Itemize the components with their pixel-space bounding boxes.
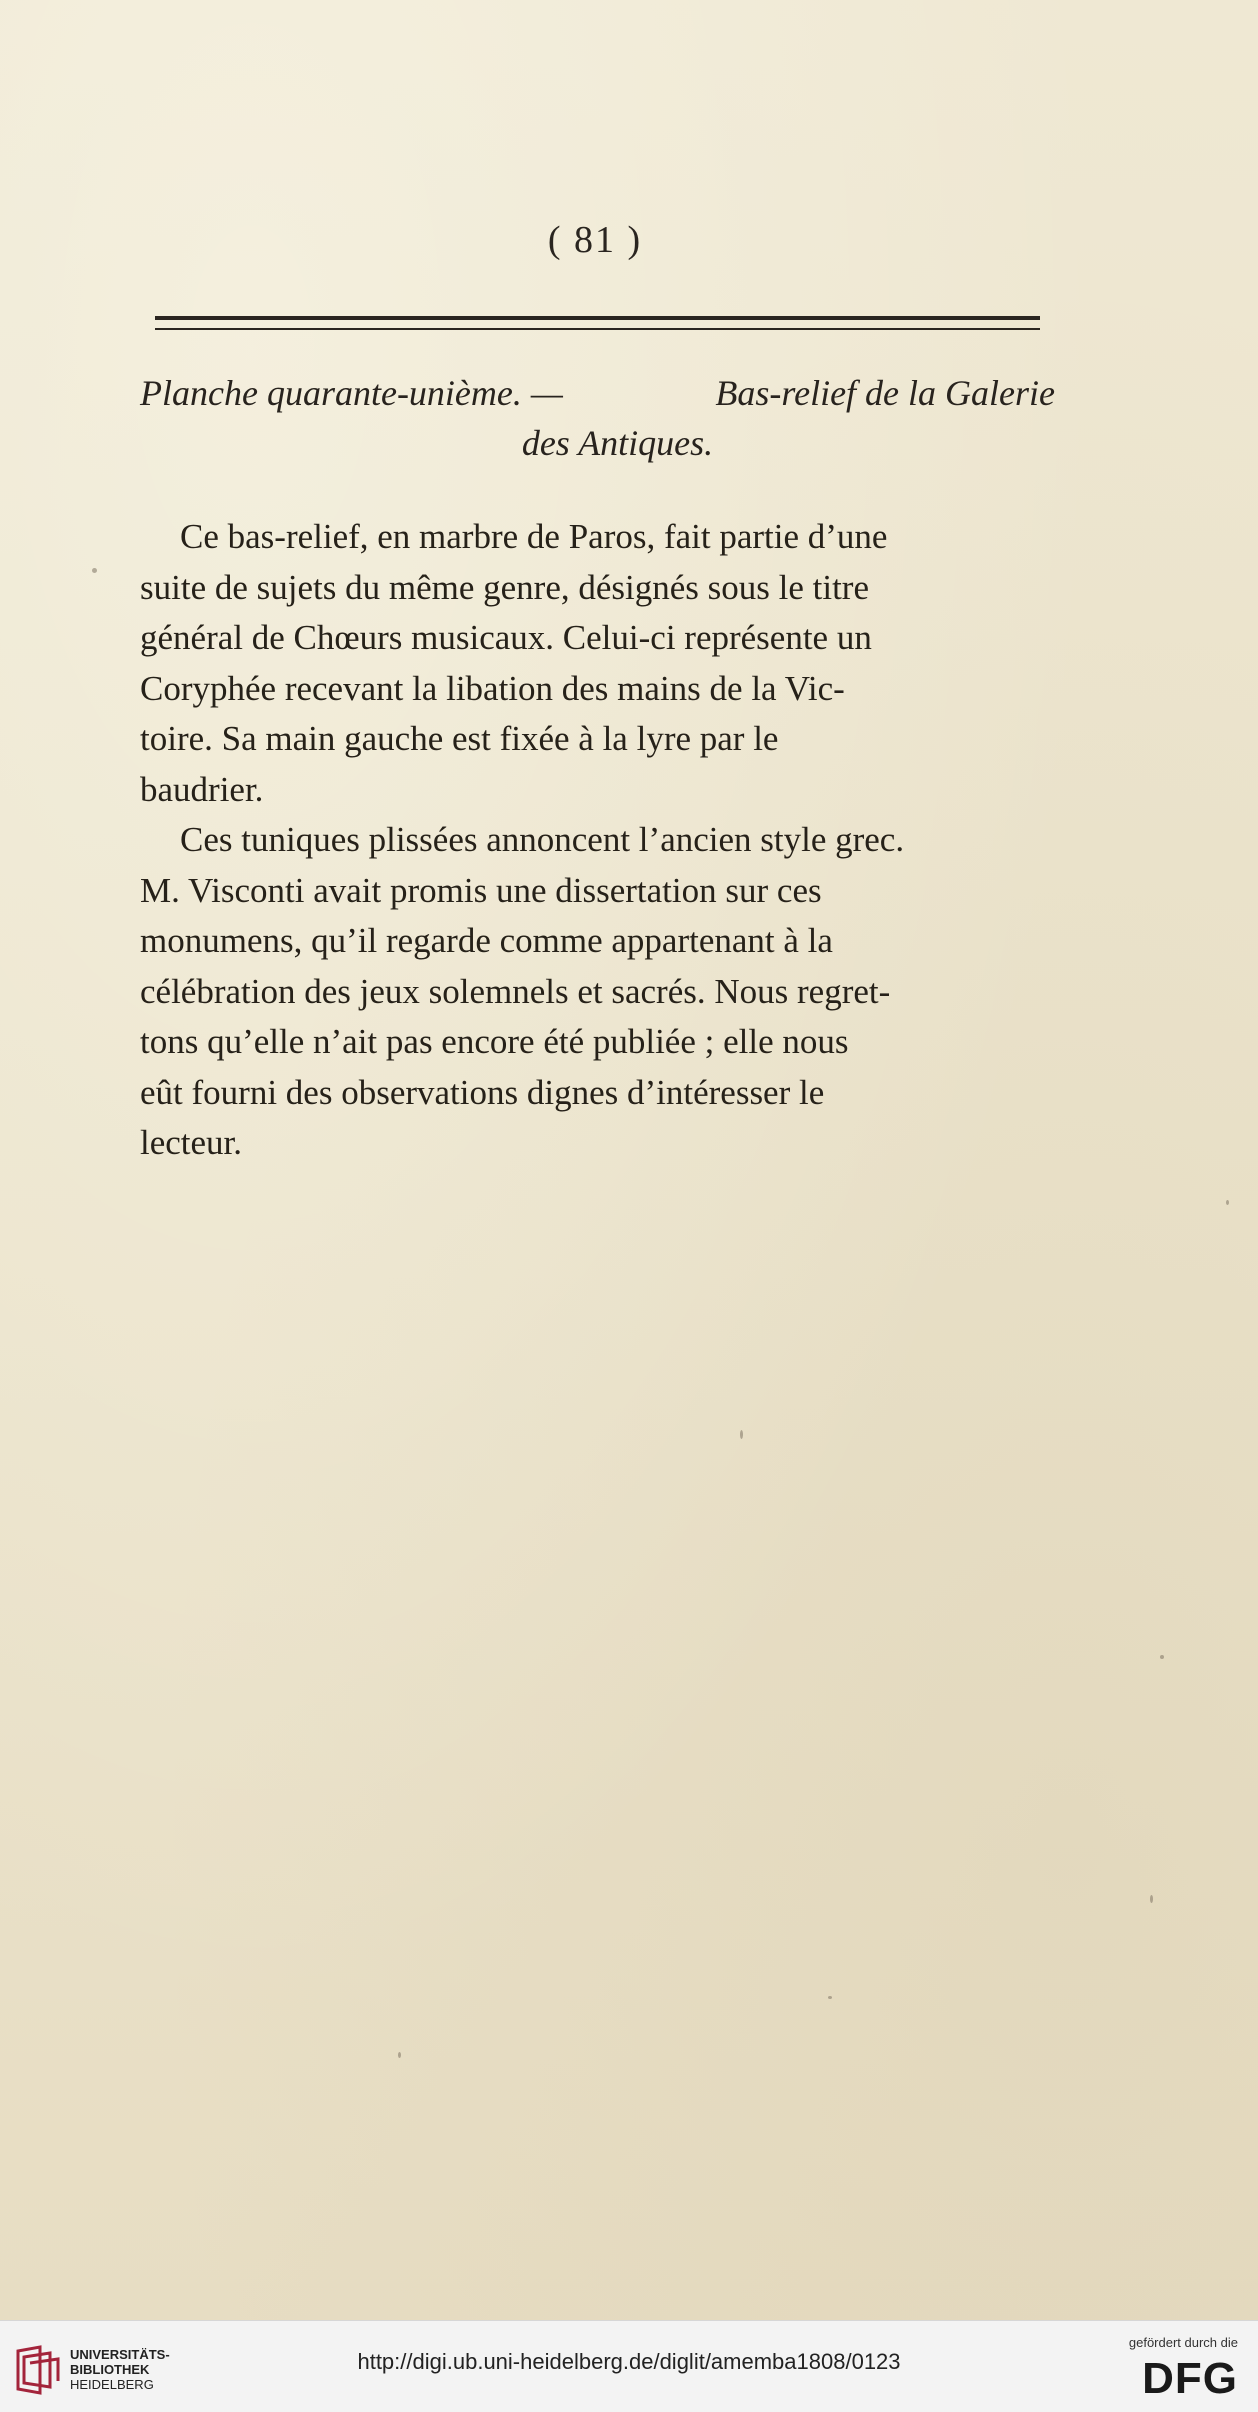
paper-speck	[1226, 1200, 1229, 1205]
text-line: tons qu’elle n’ait pas encore été publiée ; elle nous	[140, 1022, 849, 1061]
library-name: UNIVERSITÄTS- BIBLIOTHEK HEIDELBERG	[70, 2347, 170, 2392]
heading-line-1	[140, 368, 1055, 418]
paper-speck	[398, 2052, 401, 2058]
paper-speck	[1160, 1655, 1164, 1659]
permalink-url[interactable]: http://digi.ub.uni-heidelberg.de/diglit/amemba1808/0123	[357, 2349, 901, 2374]
body-text	[140, 512, 1055, 1169]
text-line: toire. Sa main gauche est fixée à la lyre par le	[140, 719, 779, 758]
text-line: Ces tuniques plissées annoncent l’ancien style grec.	[180, 820, 905, 859]
paragraph-2	[140, 815, 1055, 1169]
paper-speck	[1150, 1895, 1153, 1903]
header-rule-thin	[155, 328, 1040, 330]
viewer-footer	[0, 2320, 1258, 2412]
text-line: célébration des jeux solemnels et sacrés. Nous regret-	[140, 971, 891, 1011]
heading-line-2: des Antiques.	[521, 423, 714, 463]
paper-speck	[92, 568, 97, 573]
text-line: Coryphée recevant la libation des mains de la Vic-	[140, 668, 845, 708]
paragraph-1	[140, 512, 1055, 815]
text-line: monumens, qu’il regarde comme appartenant à la	[140, 921, 833, 960]
text-line: suite de sujets du même genre, désignés sous le titre	[140, 567, 870, 607]
header-rule-thick	[155, 316, 1040, 320]
text-line: Ce bas-relief, en marbre de Paros, fait partie d’une	[180, 517, 888, 556]
dfg-logo: DFG	[1142, 2354, 1238, 2403]
text-line: M. Visconti avait promis une dissertation sur ces	[140, 870, 822, 910]
page-number: ( 81 )	[547, 219, 643, 261]
heading-subject: Bas-relief de la Galerie	[715, 373, 1055, 413]
text-line: eût fourni des observations dignes d’intéresser le	[140, 1072, 825, 1112]
text-line: lecteur.	[140, 1123, 243, 1162]
heading-plate-label: Planche quarante-unième. —	[140, 373, 563, 413]
paper-speck	[828, 1996, 832, 1999]
sponsor-caption: gefördert durch die	[1128, 2335, 1238, 2350]
text-line: baudrier.	[140, 769, 264, 809]
plate-heading	[140, 368, 1055, 468]
text-line: général de Chœurs musicaux. Celui-ci représente un	[140, 618, 872, 657]
paper-speck	[740, 1430, 743, 1439]
